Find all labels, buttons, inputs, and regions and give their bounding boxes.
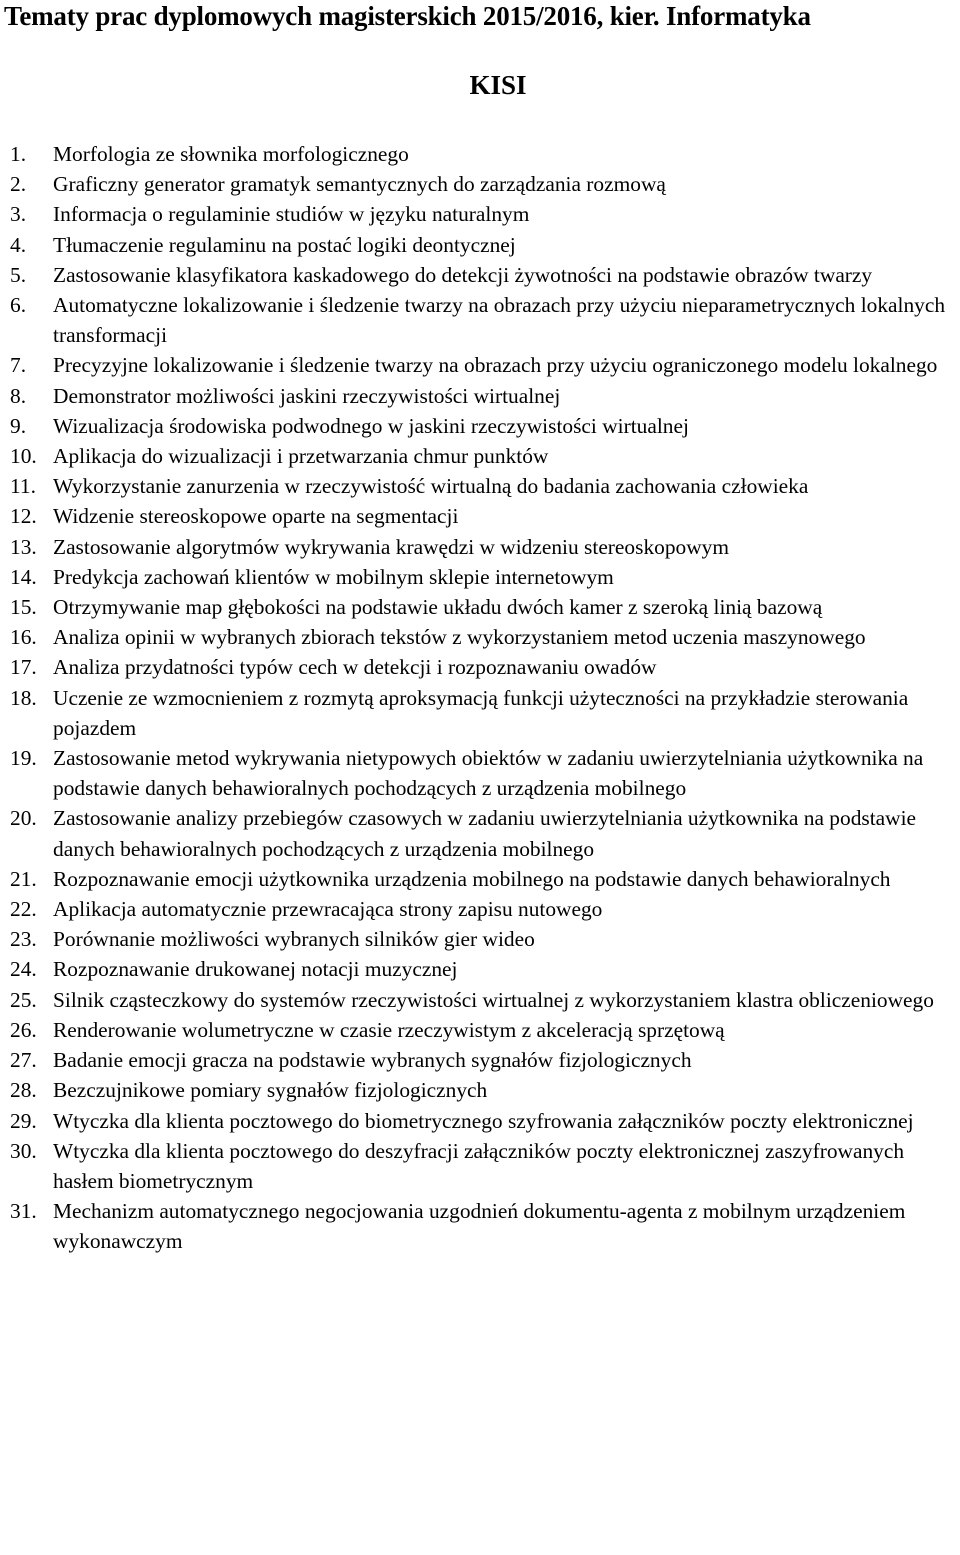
topic-title: Wizualizacja środowiska podwodnego w jaskini rzeczywistości wirtualnej: [53, 413, 689, 438]
topic-title: Wykorzystanie zanurzenia w rzeczywistość wirtualną do badania zachowania człowieka: [53, 474, 809, 499]
topic-number: 21.: [10, 866, 37, 891]
topic-item: [0, 803, 960, 863]
topic-item: [0, 1075, 960, 1105]
topic-item: [0, 501, 960, 531]
topic-number: 19.: [10, 746, 37, 771]
topic-title: Zastosowanie analizy przebiegów czasowych w zadaniu uwierzytelniania użytkownika na podstawie danych behawioralnych pochodzących z urządzenia mobilnego: [53, 806, 917, 861]
topic-number: 1.: [10, 142, 27, 166]
topic-item: [0, 169, 960, 199]
topic-number: 15.: [10, 595, 37, 620]
topic-item: [0, 683, 960, 743]
topic-title: Analiza przydatności typów cech w detekcji i rozpoznawaniu owadów: [53, 655, 657, 680]
topic-title: Bezczujnikowe pomiary sygnałów fizjologicznych: [53, 1078, 488, 1103]
topic-title: Zastosowanie metod wykrywania nietypowych obiektów w zadaniu uwierzytelniania użytkownika na podstawie danych behawioralnych pochodzących z urządzenia mobilnego: [53, 746, 924, 801]
topic-number: 7.: [10, 353, 27, 378]
topic-item: [0, 622, 960, 652]
topic-number: 16.: [10, 625, 37, 650]
topic-item: [0, 139, 960, 169]
topic-number: 20.: [10, 806, 37, 831]
topic-item: [0, 924, 960, 954]
topic-number: 10.: [10, 444, 37, 469]
topic-title: Rozpoznawanie emocji użytkownika urządzenia mobilnego na podstawie danych behawioralnych: [53, 866, 891, 891]
topic-number: 29.: [10, 1108, 37, 1133]
topic-title: Automatyczne lokalizowanie i śledzenie twarzy na obrazach przy użyciu nieparametrycznych lokalnych transformacji: [53, 293, 946, 348]
topic-item: [0, 985, 960, 1015]
topic-item: [0, 1106, 960, 1136]
topic-item: [0, 562, 960, 592]
topic-item: [0, 230, 960, 260]
topic-item: [0, 1015, 960, 1045]
topic-number: 8.: [10, 383, 27, 408]
topic-item: [0, 471, 960, 501]
topic-title: Tłumaczenie regulaminu na postać logiki deontycznej: [53, 232, 516, 257]
topic-number: 24.: [10, 957, 37, 982]
topic-number: 31.: [10, 1199, 37, 1224]
topic-number: 30.: [10, 1138, 37, 1163]
topic-number: 4.: [10, 232, 27, 257]
topic-number: 18.: [10, 685, 37, 710]
topic-number: 25.: [10, 987, 37, 1012]
topic-title: Aplikacja do wizualizacji i przetwarzania chmur punktów: [53, 444, 549, 469]
topic-title: Uczenie ze wzmocnieniem z rozmytą aproksymacją funkcji użyteczności na przykładzie sterowania pojazdem: [53, 685, 909, 740]
topic-item: [0, 381, 960, 411]
topic-item: [0, 743, 960, 803]
topic-item: [0, 1045, 960, 1075]
topic-item: [0, 894, 960, 924]
topic-item: [0, 199, 960, 229]
topic-number: 6.: [10, 293, 27, 318]
topic-list: [0, 139, 960, 1257]
topic-number: 9.: [10, 413, 27, 438]
section-heading: KISI: [469, 70, 527, 100]
topic-item: [0, 1196, 960, 1256]
topic-title: Rozpoznawanie drukowanej notacji muzycznej: [53, 957, 458, 982]
topic-title: Aplikacja automatycznie przewracająca strony zapisu nutowego: [53, 897, 603, 922]
topic-number: 11.: [10, 474, 36, 499]
topic-title: Graficzny generator gramatyk semantycznych do zarządzania rozmową: [53, 172, 666, 197]
topic-number: 3.: [10, 202, 27, 227]
topic-title: Widzenie stereoskopowe oparte na segmentacji: [53, 504, 459, 529]
topic-title: Otrzymywanie map głębokości na podstawie układu dwóch kamer z szeroką linią bazową: [53, 595, 823, 620]
topic-number: 17.: [10, 655, 37, 680]
document-title: Tematy prac dyplomowych magisterskich 2015/2016, kier. Informatyka: [4, 1, 811, 31]
topic-title: Porównanie możliwości wybranych silników gier wideo: [53, 927, 535, 952]
topic-title: Mechanizm automatycznego negocjowania uzgodnień dokumentu-agenta z mobilnym urządzeniem wykonawczym: [53, 1199, 906, 1254]
topic-title: Zastosowanie algorytmów wykrywania krawędzi w widzeniu stereoskopowym: [53, 534, 730, 559]
topic-item: [0, 652, 960, 682]
topic-item: [0, 954, 960, 984]
topic-item: [0, 532, 960, 562]
topic-item: [0, 864, 960, 894]
topic-title: Silnik cząsteczkowy do systemów rzeczywistości wirtualnej z wykorzystaniem klastra obliczeniowego: [53, 987, 934, 1012]
topic-item: [0, 592, 960, 622]
topic-item: [0, 411, 960, 441]
topic-title: Predykcja zachowań klientów w mobilnym sklepie internetowym: [53, 564, 614, 589]
topic-title: Morfologia ze słownika morfologicznego: [53, 142, 409, 166]
topic-number: 13.: [10, 534, 37, 559]
topic-number: 14.: [10, 564, 37, 589]
topic-number: 5.: [10, 262, 27, 287]
topic-title: Precyzyjne lokalizowanie i śledzenie twarzy na obrazach przy użyciu ograniczonego modelu lokalnego: [53, 353, 938, 378]
topic-title: Renderowanie wolumetryczne w czasie rzeczywistym z akceleracją sprzętową: [53, 1017, 725, 1042]
topic-item: [0, 290, 960, 350]
topic-number: 12.: [10, 504, 37, 529]
topic-number: 2.: [10, 172, 27, 197]
topic-title: Analiza opinii w wybranych zbiorach tekstów z wykorzystaniem metod uczenia maszynowego: [53, 625, 866, 650]
topic-item: [0, 260, 960, 290]
topic-title: Zastosowanie klasyfikatora kaskadowego do detekcji żywotności na podstawie obrazów twarzy: [53, 262, 873, 287]
topic-title: Wtyczka dla klienta pocztowego do biometrycznego szyfrowania załączników poczty elektronicznej: [53, 1108, 914, 1133]
topic-number: 22.: [10, 897, 37, 922]
topic-number: 27.: [10, 1048, 37, 1073]
topic-item: [0, 1136, 960, 1196]
topic-title: Wtyczka dla klienta pocztowego do deszyfracji załączników poczty elektronicznej zaszyfrowanych hasłem biometrycznym: [53, 1138, 905, 1193]
topic-number: 23.: [10, 927, 37, 952]
topic-item: [0, 441, 960, 471]
topic-title: Demonstrator możliwości jaskini rzeczywistości wirtualnej: [53, 383, 561, 408]
topic-title: Badanie emocji gracza na podstawie wybranych sygnałów fizjologicznych: [53, 1048, 692, 1073]
topic-number: 26.: [10, 1017, 37, 1042]
topic-item: [0, 350, 960, 380]
topic-title: Informacja o regulaminie studiów w języku naturalnym: [53, 202, 530, 227]
topic-number: 28.: [10, 1078, 37, 1103]
